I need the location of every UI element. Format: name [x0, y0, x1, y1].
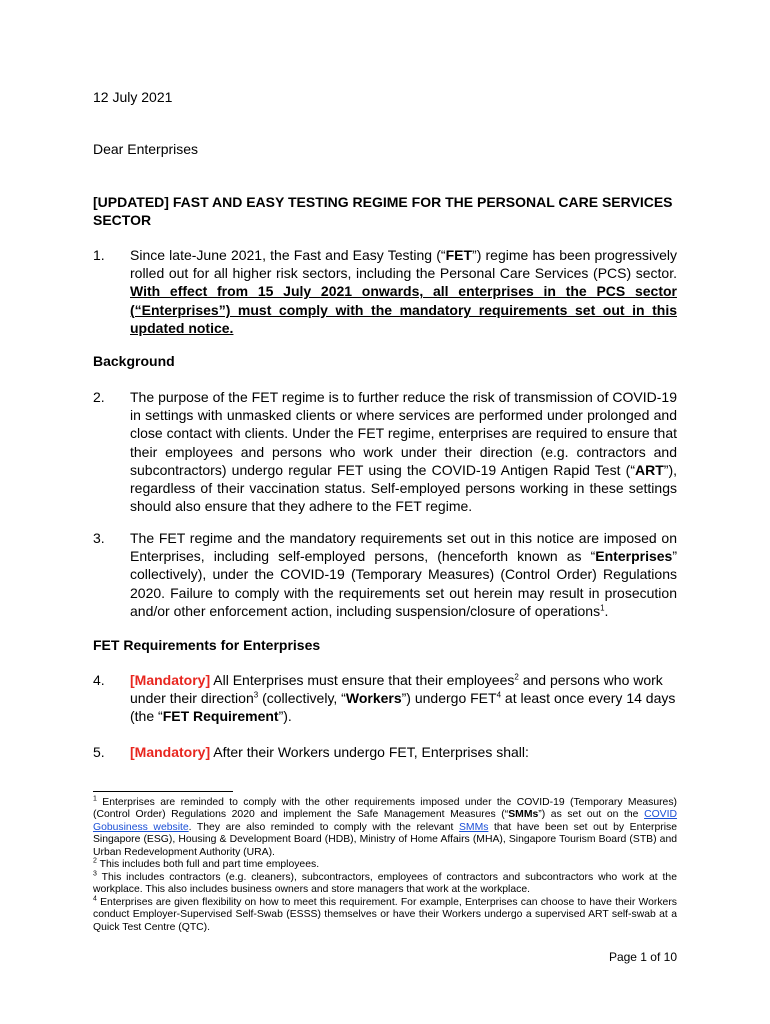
footnote-4: $^4$ Enterprises are given flexibility on how to meet this requirement. For example, Enterprises can choose to have their Workers conduct Employer-Supervised Self-Swab (ESSS) themselves or have their Workers undergo a supervised ART self-swab at a Quick Test Centre (QTC). — [93, 895, 677, 933]
footnote-ref-1[interactable]: 1 — [600, 603, 605, 613]
paragraph-number: 3. — [93, 530, 105, 546]
effective-date-notice: With effect from 15 July 2021 onwards, all enterprises in the PCS sector (“Enterprises”) must comply with the mandatory requirements set out in this updated notice. — [130, 283, 677, 336]
footnote-ref-4[interactable]: 4 — [496, 690, 502, 700]
paragraph-number: 5. — [93, 744, 105, 760]
paragraph-3: 3. The FET regime and the mandatory requirements set out in this notice are imposed on Enterprises, including self-employed persons, (henceforth known as “Enterprises” collectively), under the COVID-19 (Temporary Measures) (Control Order) Regulations 2020. Failure to comply with the requirements set out herein may result in prosecution and/or other enforcement action, including suspension/closure of operations$^1$. — [93, 530, 677, 619]
paragraph-number: 4. — [93, 672, 105, 688]
fet-requirement-term: FET Requirement — [162, 708, 279, 725]
footnote-2: $^2$ This includes both full and part time employees. — [93, 857, 320, 870]
page-number: Page 1 of 10 — [608, 950, 677, 964]
footnote-ref-3[interactable]: 3 — [253, 690, 259, 700]
paragraph-2: 2. The purpose of the FET regime is to further reduce the risk of transmission of COVID-19 in settings with unmasked clients or where services are performed under prolonged and close contact with clients. Under the FET regime, enterprises are required to ensure that their employees and persons who work under their direction (e.g. contractors and subcontractors) undergo regular FET using the COVID-19 Antigen Rapid Test (“ART”), regardless of their vaccination status. Self-employed persons working in these settings should also ensure that they adhere to the FET regime. — [93, 389, 677, 515]
enterprises-term: Enterprises — [595, 548, 673, 565]
smms-link[interactable]: SMMs — [458, 821, 489, 833]
paragraph-1: 1. Since late-June 2021, the Fast and Easy Testing (“FET”) regime has been progressively rolled out for all higher risk sectors, including the Personal Care Services (PCS) sector. With effect from 15 July 2021 onwards, all enterprises in the PCS sector (“Enterprises”) must comply with the mandatory requirements set out in this updated notice. — [93, 247, 677, 336]
footnote-divider — [93, 791, 233, 792]
salutation: Dear Enterprises — [93, 141, 199, 157]
letter-date: 12 July 2021 — [93, 89, 173, 105]
section-heading-fet-requirements: FET Requirements for Enterprises — [93, 637, 321, 653]
paragraph-5: 5. [Mandatory] After their Workers undergo FET, Enterprises shall: — [93, 744, 529, 760]
footnote-3: $^3$ This includes contractors (e.g. cleaners), subcontractors, employees of contractors and subcontractors who work at the workplace. This also includes business owners and store managers that work at the workplace. — [93, 870, 677, 896]
section-heading-background: Background — [93, 353, 175, 369]
footnote-1: $^1$ Enterprises are reminded to comply with the other requirements imposed under the COVID-19 (Temporary Measures) (Control Order) Regulations 2020 and implement the Safe Management Measures (“SMMs”) as set out on the COVID Gobusiness website. They are also reminded to comply with the relevant SMMs that have been set out by Enterprise Singapore (ESG), Housing & Development Board (HDB), Ministry of Home Affairs (MHA), Singapore Tourism Board (STB) and Urban Redevelopment Authority (URA). — [93, 795, 677, 858]
workers-term: Workers — [345, 690, 402, 707]
mandatory-tag: [Mandatory] — [130, 744, 211, 760]
document-title: [UPDATED] FAST AND EASY TESTING REGIME FOR THE PERSONAL CARE SERVICES SECTOR — [93, 194, 673, 228]
paragraph-number: 1. — [93, 247, 105, 263]
paragraph-4: 4. [Mandatory] All Enterprises must ensure that their employees$^2$ and persons who work under their direction$^3$ (collectively, “Workers”) undergo FET$^4$ at least once every 14 days (the “FET Requirement”). — [93, 672, 676, 725]
fet-term: FET — [445, 247, 473, 263]
footnote-ref-2[interactable]: 2 — [514, 672, 519, 682]
covid-gobusiness-link[interactable]: COVID Gobusiness website — [93, 809, 677, 833]
art-term: ART — [635, 461, 664, 478]
mandatory-tag: [Mandatory] — [130, 672, 211, 688]
paragraph-number: 2. — [93, 389, 105, 405]
